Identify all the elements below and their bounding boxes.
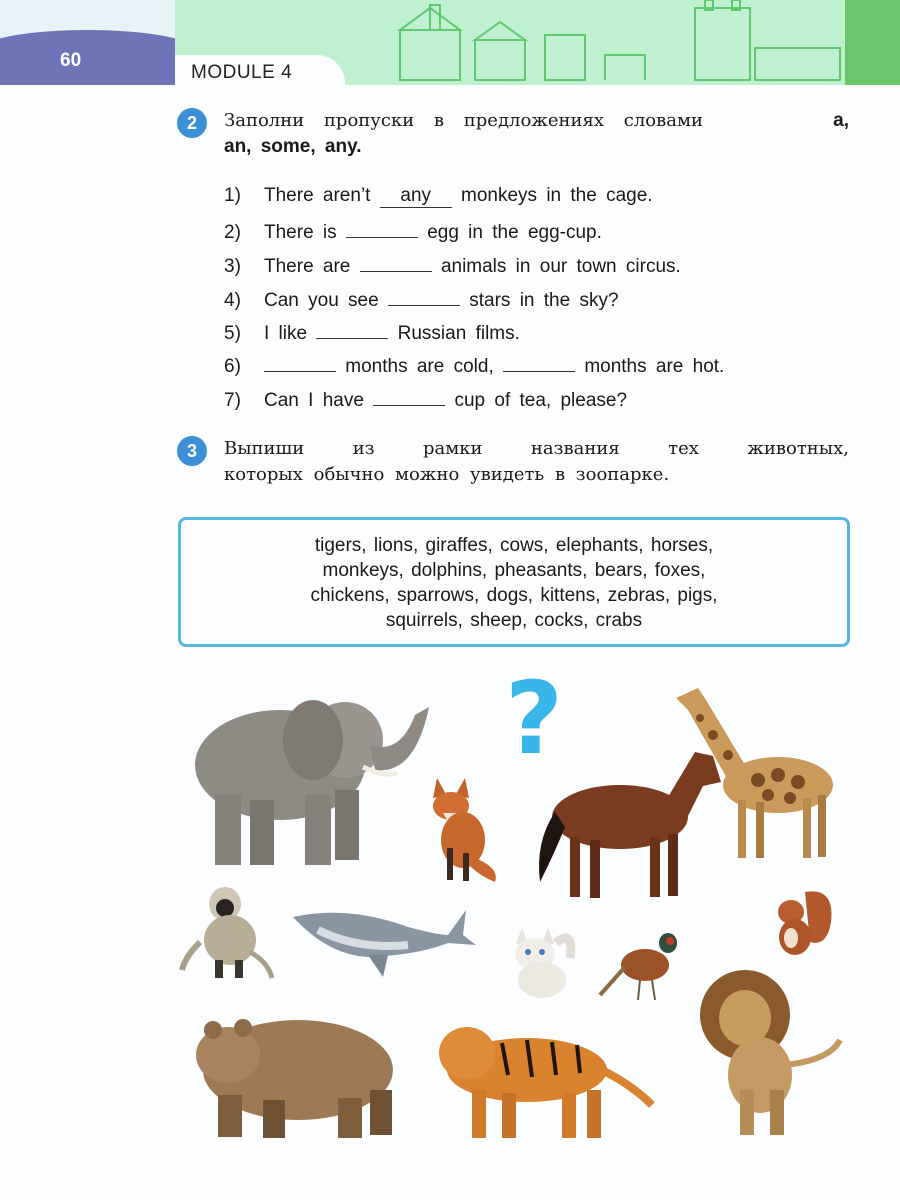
elephant-image bbox=[185, 685, 440, 870]
question-mark: ? bbox=[505, 660, 564, 777]
squirrel-image bbox=[765, 882, 835, 960]
sentence-5: 5) I like Russian films. bbox=[224, 320, 520, 345]
sentence-5-blank[interactable] bbox=[316, 320, 388, 339]
exercise-3-instruction-line2: которых обычно можно увидеть в зоопарке. bbox=[224, 464, 670, 485]
bear-image bbox=[188, 1000, 408, 1140]
sentence-1: 1) There aren’t any monkeys in the cage. bbox=[224, 185, 653, 206]
exercise-2-instruction-line1: Заполни пропуски в предложениях словами bbox=[224, 110, 703, 131]
word-box-line-4: squirrels, sheep, cocks, crabs bbox=[385, 610, 643, 631]
fox-image bbox=[425, 778, 500, 883]
giraffe-image bbox=[668, 680, 838, 860]
page-number: 60 bbox=[60, 50, 82, 71]
header-left-band bbox=[0, 0, 175, 85]
exercise-2-word-a: a, bbox=[833, 110, 849, 131]
kitten-image bbox=[508, 918, 576, 998]
sentence-4-blank[interactable] bbox=[388, 287, 460, 306]
module-label: MODULE 4 bbox=[191, 62, 293, 83]
exercise-3-number-badge: 3 bbox=[177, 436, 207, 466]
exercise-3-instruction-line1: Выпиши из рамки названия тех животных, bbox=[224, 438, 849, 459]
exercise-2-instruction bbox=[224, 108, 849, 160]
sentence-7-blank[interactable] bbox=[373, 387, 445, 406]
tiger-image bbox=[432, 1015, 657, 1140]
exercise-2-number-badge: 2 bbox=[177, 108, 207, 138]
sentence-3-blank[interactable] bbox=[360, 253, 432, 272]
word-box bbox=[178, 517, 850, 647]
sentence-3: 3) There are animals in our town circus. bbox=[224, 253, 681, 278]
sentence-7: 7) Can I have cup of tea, please? bbox=[224, 387, 627, 412]
word-box-line-1: tigers, lions, giraffes, cows, elephants, horses, bbox=[314, 535, 714, 556]
dolphin-image bbox=[288, 905, 478, 980]
pheasant-image bbox=[600, 925, 690, 1003]
sentence-6-blank-2[interactable] bbox=[503, 353, 575, 372]
monkey-image bbox=[180, 882, 275, 982]
sentence-4: 4) Can you see stars in the sky? bbox=[224, 287, 619, 312]
word-box-line-3: chickens, sparrows, dogs, kittens, zebras, pigs, bbox=[310, 585, 718, 606]
exercise-3-instruction bbox=[224, 436, 849, 488]
exercise-2-words: an, some, any. bbox=[224, 136, 362, 157]
sentence-2: 2) There is egg in the egg-cup. bbox=[224, 219, 602, 244]
word-box-line-2: monkeys, dolphins, pheasants, bears, foxes, bbox=[322, 560, 706, 581]
sentence-6: 6) months are cold, months are hot. bbox=[224, 353, 724, 378]
sentence-1-answer[interactable]: any bbox=[380, 185, 452, 208]
sentence-6-blank-1[interactable] bbox=[264, 353, 336, 372]
sentence-2-blank[interactable] bbox=[346, 219, 418, 238]
lion-image bbox=[690, 970, 850, 1135]
